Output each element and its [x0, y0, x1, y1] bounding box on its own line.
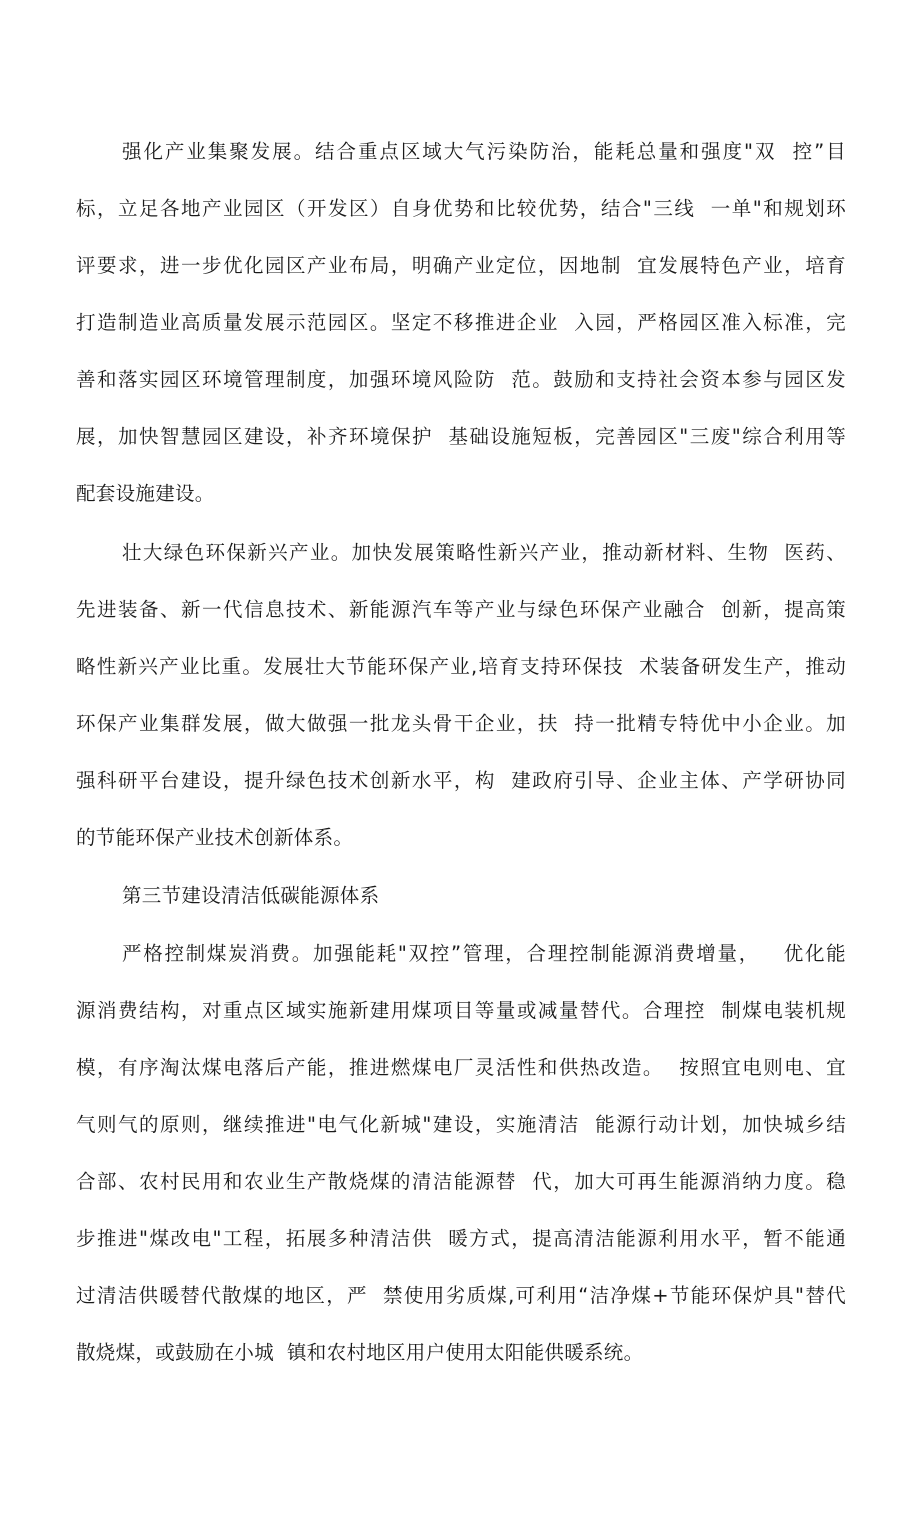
paragraph-line: 打造制造业高质量发展示范园区。坚定不移推进企业 入园，严格园区准入标准，完	[76, 311, 846, 334]
paragraph-line: 的节能环保产业技术创新体系。	[76, 826, 354, 849]
paragraph-line: 气则气的原则，继续推进"电气化新城"建设，实施清洁 能源行动计划，加快城乡结	[76, 1113, 846, 1136]
paragraph-line: 步推进"煤改电"工程，拓展多种清洁供 暖方式，提高清洁能源利用水平，暂不能通	[76, 1227, 846, 1250]
paragraph-line: 严格控制煤炭消费。加强能耗"双控”管理，合理控制能源消费增量， 优化能	[122, 942, 846, 965]
paragraph-line: 壮大绿色环保新兴产业。加快发展策略性新兴产业，推动新材料、生物 医药、	[122, 541, 846, 564]
paragraph-line: 标，立足各地产业园区（开发区）自身优势和比较优势，结合"三线 一单"和规划环	[76, 197, 846, 220]
paragraph-line: 强科研平台建设，提升绿色技术创新水平，构 建政府引导、企业主体、产学研协同	[76, 769, 846, 792]
paragraph-line: 先进装备、新一代信息技术、新能源汽车等产业与绿色环保产业融合 创新，提高策	[76, 598, 846, 621]
paragraph-line: 配套设施建设。	[76, 482, 215, 505]
paragraph-line: 环保产业集群发展，做大做强一批龙头骨干企业，扶 持一批精专特优中小企业。加	[76, 712, 846, 735]
paragraph-line: 源消费结构，对重点区域实施新建用煤项目等量或减量替代。合理控 制煤电装机规	[76, 999, 846, 1022]
paragraph-line: 散烧煤，或鼓励在小城 镇和农村地区用户使用太阳能供暖系统。	[76, 1341, 644, 1364]
paragraph-line: 合部、农村民用和农业生产散烧煤的清洁能源替 代，加大可再生能源消纳力度。稳	[76, 1170, 846, 1193]
paragraph-line: 过清洁供暖替代散煤的地区，严 禁使用劣质煤,可利用“洁净煤+节能环保炉具"替代	[76, 1284, 846, 1307]
paragraph-line: 模，有序淘汰煤电落后产能，推进燃煤电厂灵活性和供热改造。 按照宜电则电、宜	[76, 1056, 846, 1079]
section-heading: 第三节建设清洁低碳能源体系	[122, 884, 380, 907]
paragraph-line: 评要求，进一步优化园区产业布局，明确产业定位，因地制 宜发展特色产业，培育	[76, 254, 846, 277]
paragraph-line: 善和落实园区环境管理制度，加强环境风险防 范。鼓励和支持社会资本参与园区发	[76, 368, 846, 391]
paragraph-line: 展，加快智慧园区建设，补齐环境保护 基础设施短板，完善园区"三废"综合利用等	[76, 425, 846, 448]
paragraph-line: 略性新兴产业比重。发展壮大节能环保产业,培育支持环保技 术装备研发生产，推动	[76, 655, 846, 678]
paragraph-line: 强化产业集聚发展。结合重点区域大气污染防治，能耗总量和强度"双 控”目	[122, 140, 846, 163]
